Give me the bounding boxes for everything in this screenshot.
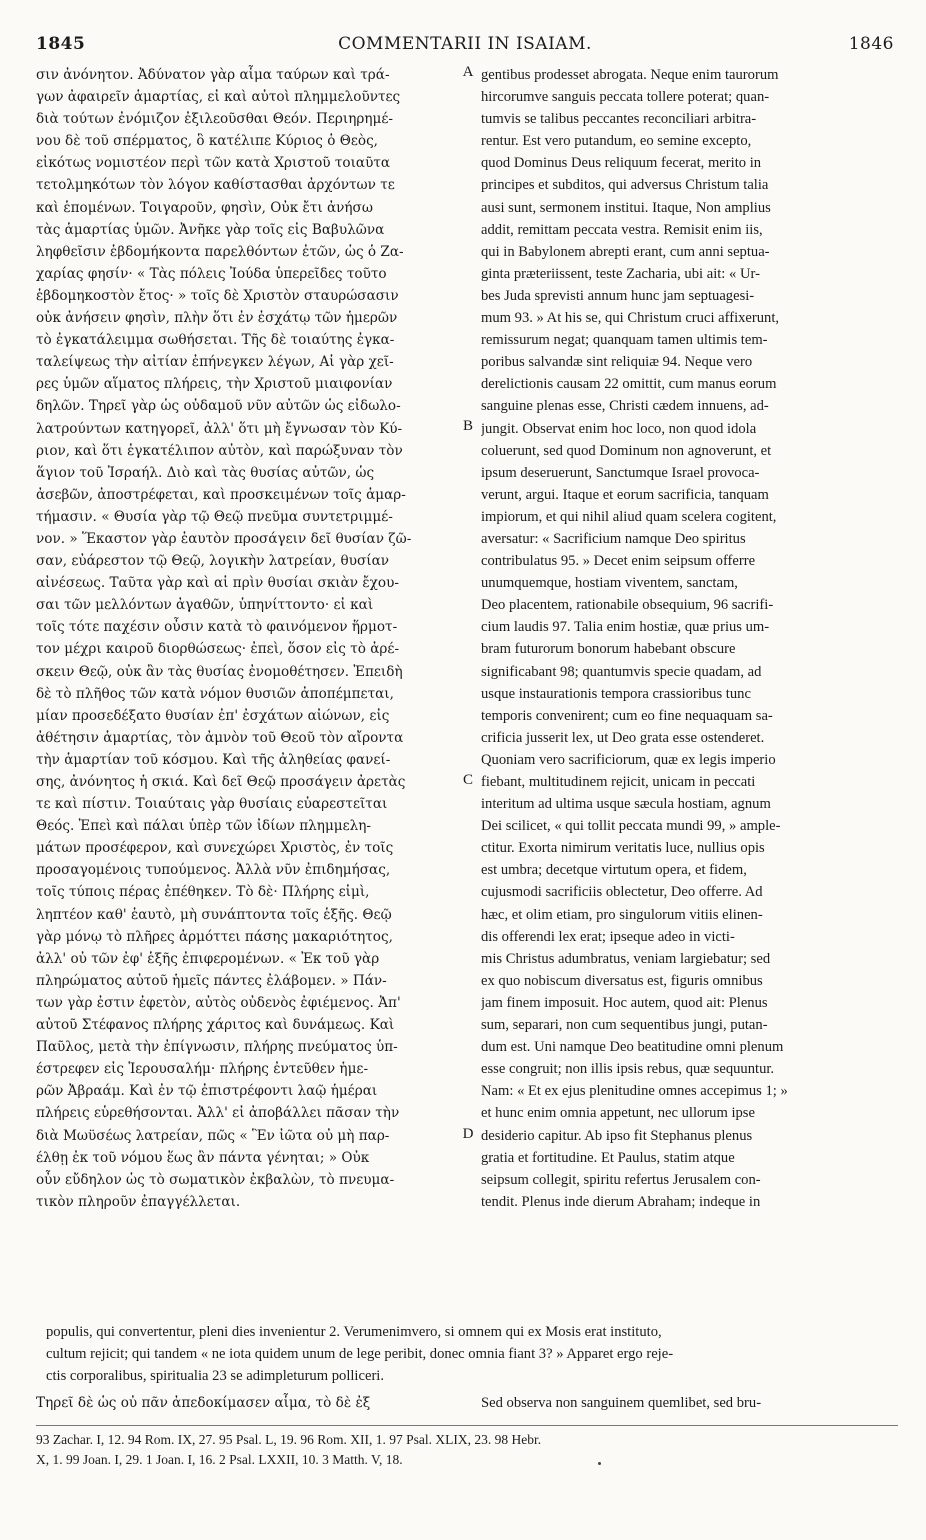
- text-line: qui in Babylonem abrepti erant, cum anni septua-: [481, 243, 770, 260]
- text-line: fiebant, multitudinem rejicit, unicam in peccati: [481, 774, 756, 790]
- greek-column: [36, 64, 456, 1213]
- text-line: significabant 98; quantumvis specie quadam, ad: [481, 663, 762, 680]
- text-line: ἑβδομηκοστὸν ἔτος· » τοῖς δὲ Χριστὸν σταυρώσασιν: [36, 287, 399, 304]
- text-line: σης, ἀνόνητος ἡ σκιά. Καὶ δεῖ Θεῷ προσάγειν ἀρετὰς: [36, 774, 406, 790]
- text-line: aversatur: « Sacrificium namque Deo spiritus: [481, 530, 746, 547]
- text-line: verunt, argui. Itaque et eorum sacrificia, tanquam: [481, 486, 769, 503]
- text-line: cujusmodi sacrificiis oblectetur, Deo offerre. Ad: [481, 884, 763, 901]
- text-line: desiderio capitur. Ab ipso fit Stephanus plenus: [481, 1127, 753, 1144]
- text-line: Deo placentem, rationabile obsequium, 96 sacrifi-: [481, 597, 774, 614]
- text-line: ρες ὑμῶν αἵματος πλήρεις, τὴν Χριστοῦ μιαιφονίαν: [36, 376, 393, 393]
- text-line: crificia jusserit lex, ut Deo grata esse ostenderet.: [481, 729, 765, 746]
- text-line: ginta præteriissent, teste Zacharia, ubi ait: « Ur-: [481, 265, 760, 282]
- text-line: μίαν προσεδέξατο θυσίαν ἐπ' ἐσχάτων αἰώνων, εἰς: [36, 707, 390, 724]
- page-number-left: 1845: [36, 34, 86, 54]
- text-line: ἀθέτησιν ἁμαρτίας, τὸν ἀμνὸν τοῦ Θεοῦ τὸν αἴροντα: [36, 729, 404, 746]
- text-line: ex quo nobiscum diversatus est, figuris omnibus: [481, 972, 763, 989]
- text-line: ταλείψεως τὴν αἰτίαν ἐπήνεγκεν λέγων, Αἱ γὰρ χεῖ-: [36, 354, 394, 371]
- text-line: seipsum collegit, spiritu refertus Jerusalem con-: [481, 1171, 761, 1188]
- section-marker-b: B: [462, 418, 473, 434]
- text-line: derelictionis causam 22 omittit, cum manus eorum: [481, 376, 777, 393]
- text-line: bram futurorum bonorum habebant obscure: [481, 641, 736, 658]
- text-line: impiorum, et qui nihil aliud quam scelera cogitent,: [481, 508, 777, 525]
- text-line: Quoniam vero sacrificiorum, quæ ex legis imperio: [481, 751, 776, 768]
- text-line: τὰς ἁμαρτίας ὑμῶν. Ἀνῆκε γὰρ τοῖς εἰς Βαβυλῶνα: [36, 221, 385, 238]
- text-line: dis offerendi lex erat; ipseque adeo in victi-: [481, 928, 735, 945]
- section-marker-a: A: [462, 64, 474, 80]
- text-line: mis Christus adumbratus, veniam largiebatur; sed: [481, 950, 771, 967]
- full-width-line: populis, qui convertentur, pleni dies invenientur 2. Verumenimvero, si omnem qui ex Mosis erat instituto,: [46, 1324, 662, 1340]
- text-line: πληρώματος αὐτοῦ ἡμεῖς πάντες ἐλάβομεν. » Πάν-: [36, 972, 387, 989]
- text-line: ρῶν Ἀβραάμ. Καὶ ἐν τῷ ἐπιστρέφοντι λαῷ ἡμέραι: [36, 1083, 378, 1100]
- text-line: interitum ad ultima usque sæcula hostiam, agnum: [481, 796, 771, 813]
- text-line: addit, remittam peccata vestra. Remisit enim iis,: [481, 221, 763, 238]
- text-line: σαι τῶν μελλόντων ἀγαθῶν, ὑπηνίττοντο· εἰ καὶ: [36, 597, 374, 614]
- text-line: esse congruit; non illis ipsis rebus, quæ sequuntur.: [481, 1061, 775, 1078]
- page-number-right: 1846: [848, 34, 894, 54]
- text-line: οὖν εὔδηλον ὡς τὸ σωματικὸν ἐκβαλὼν, τὸ πνευμα-: [36, 1171, 395, 1188]
- footnote-rule: [36, 1425, 898, 1426]
- text-line: γὰρ μόνῳ τὸ πλῆρες ἁρμόττει πάσης μακαριότητος,: [36, 928, 393, 945]
- running-title: COMMENTARII IN ISAIAM.: [338, 34, 592, 54]
- text-line: ἀσεβῶν, ἀποστρέφεται, καὶ προσκειμένων τοῖς ἁμαρ-: [36, 486, 406, 503]
- text-line: ληπτέον καθ' ἑαυτὸ, μὴ συνάπτοντα τοῖς ἑξῆς. Θεῷ: [36, 906, 392, 923]
- text-line: sum, separari, non cum sequentibus jungi, putan-: [481, 1017, 768, 1034]
- text-line: usque instaurationis tempora crassioribus tunc: [481, 685, 751, 702]
- text-line: νον. » Ἕκαστον γὰρ ἑαυτὸν προσάγειν δεῖ θυσίαν ζῶ-: [36, 530, 412, 547]
- text-line: ριον, καὶ ὅτι ἐγκατέλιπον αὐτὸν, καὶ παρώξυναν τὸν: [36, 442, 403, 459]
- text-line: tendit. Plenus inde dierum Abraham; indeque in: [481, 1193, 761, 1210]
- ink-speck: [598, 1462, 601, 1465]
- text-line: Sed observa non sanguinem quemlibet, sed bru-: [481, 1395, 762, 1411]
- text-line: τετολμηκότων τὸν λόγον καθίστασθαι ἀρχόντων τε: [36, 177, 395, 194]
- text-line: hircorumve sanguis peccata tollere poterat; quan-: [481, 89, 770, 106]
- latin-last-line: [481, 1392, 897, 1414]
- text-line: διὰ Μωϋσέως λατρείαν, πῶς « Ἓν ἰῶτα οὐ μὴ παρ-: [36, 1127, 390, 1144]
- text-line: Θεός. Ἐπεὶ καὶ πάλαι ὑπὲρ τῶν ἰδίων πλημμελη-: [36, 818, 372, 835]
- text-line: ctitur. Exorta nimirum veritatis luce, nullius opis: [481, 840, 765, 857]
- text-line: dum est. Uni namque Deo beatitudine omni plenum: [481, 1039, 784, 1056]
- text-line: mum 93. » At his se, qui Christum cruci affixerunt,: [481, 310, 780, 327]
- section-marker-d: D: [462, 1126, 474, 1142]
- text-line: τοῖς τύποις πέρας ἐπέθηκεν. Τὸ δὲ· Πλήρης εἰμὶ,: [36, 884, 370, 901]
- latin-column: [481, 64, 897, 1213]
- text-line: οὐκ ἀνήσειν φησὶν, πλὴν ὅτι ἐν ἐσχάτῳ τῶν ἡμερῶν: [36, 310, 398, 327]
- footnote-line: X, 1. 99 Joan. I, 29. 1 Joan. I, 16. 2 Psal. LXXII, 10. 3 Matth. V, 18.: [36, 1452, 403, 1467]
- text-line: σαν, εὐάρεστον τῷ Θεῷ, λογικὴν λατρείαν, θυσίαν: [36, 553, 390, 570]
- text-line: jungit. Observat enim hoc loco, non quod idola: [481, 420, 757, 437]
- page-header: [36, 34, 894, 58]
- text-line: λατρούντων κατηγορεῖ, ἀλλ' ὅτι μὴ ἔγνωσαν τὸν Κύ-: [36, 420, 403, 437]
- text-line: quod Dominus Deus reliquum fecerat, merito in: [481, 155, 762, 172]
- text-line: sanguine plenas esse, Christi cædem innuens, ad-: [481, 398, 769, 415]
- text-line: αἰνέσεως. Ταῦτα γὰρ καὶ αἱ πρὶν θυσίαι σκιὰν ἔχου-: [36, 575, 399, 592]
- text-line: poribus salvandæ sint reliquiæ 94. Neque vero: [481, 354, 753, 371]
- text-line: est umbra; decetque virtutum opera, et fidem,: [481, 862, 747, 879]
- text-line: ἀλλ' οὐ τῶν ἐφ' ἑξῆς ἐπιφερομένων. « Ἐκ τοῦ γὰρ: [36, 950, 380, 967]
- text-line: έλθῃ ἐκ τοῦ νόμου ἕως ἂν πάντα γένηται; » Οὐκ: [36, 1149, 370, 1166]
- text-line: τὸ ἐγκατάλειμμα σωθήσεται. Τῆς δὲ τοιαύτης ἐγκα-: [36, 332, 395, 349]
- text-line: coluerunt, sed quod Dominum non agnoverunt, et: [481, 442, 772, 459]
- text-line: σκειν Θεῷ, οὐκ ἂν τὰς θυσίας ἐνομοθέτησεν. Ἐπειδὴ: [36, 663, 403, 680]
- text-line: τικὸν πληροῦν ἐπαγγέλλεται.: [36, 1193, 241, 1210]
- text-line: hæc, et olim etiam, pro singulorum vitiis elinen-: [481, 906, 763, 923]
- text-line: Παῦλος, μετὰ τὴν ἐπίγνωσιν, πλήρης πνεύματος ὑπ-: [36, 1039, 398, 1056]
- text-line: ausi sunt, sermonem institui. Itaque, Non amplius: [481, 199, 771, 216]
- text-line: ἅγιον τοῦ Ἰσραήλ. Διὸ καὶ τὰς θυσίας αὐτῶν, ὡς: [36, 464, 375, 481]
- text-line: τε καὶ πίστιν. Τοιαύταις γὰρ θυσίαις εὐαρεστεῖται: [36, 796, 388, 813]
- section-marker-c: C: [462, 772, 473, 788]
- text-line: unumquemque, hostiam viventem, sanctam,: [481, 575, 738, 592]
- text-line: τὴν ἁμαρτίαν τοῦ κόσμου. Καὶ τῆς ἀληθείας φανεί-: [36, 751, 391, 768]
- text-line: δὲ τὸ πλῆθος τῶν κατὰ νόμον θυσιῶν ἀποπέμπεται,: [36, 685, 394, 702]
- text-line: τήμασιν. « Θυσία γὰρ τῷ Θεῷ πνεῦμα συντετριμμέ-: [36, 508, 393, 525]
- text-line: tumvis se talibus peccantes reconciliari arbitra-: [481, 111, 757, 128]
- text-line: δηλῶν. Τηρεῖ γὰρ ὡς οὐδαμοῦ νῦν αὐτῶν ὡς εἰδωλο-: [36, 398, 401, 415]
- text-line: principes et subditos, qui adversus Christum talia: [481, 177, 769, 194]
- text-line: ipsum deseruerunt, Sanctumque Israel provoca-: [481, 464, 760, 481]
- text-line: et hunc enim omnia appetunt, nec ullorum ipse: [481, 1105, 755, 1122]
- text-line: προσαγομένοις τυπούμενος. Ἀλλὰ νῦν ἐπιδημήσας,: [36, 862, 391, 879]
- text-line: νου δὲ τοῦ σπέρματος, ὃ κατέλιπε Κύριος ὁ Θεὸς,: [36, 133, 379, 150]
- text-line: gratia et fortitudine. Et Paulus, statim atque: [481, 1149, 735, 1166]
- text-line: αὐτοῦ Στέφανος πλήρης χάριτος καὶ δυνάμεως. Καὶ: [36, 1017, 395, 1034]
- greek-last-line: [36, 1392, 456, 1414]
- text-line: ληφθεῖσιν ἑβδομήκοντα παρελθόντων ἐτῶν, ὡς ὁ Ζα-: [36, 243, 404, 260]
- text-line: χαρίας φησίν· « Τὰς πόλεις Ἰούδα ὑπερεῖδες τοῦτο: [36, 265, 387, 282]
- text-line: remissurum negat; quanquam tamen ultimis tem-: [481, 332, 768, 349]
- text-line: εἰκότως νομιστέον περὶ τῶν κατὰ Χριστοῦ τοιαῦτα: [36, 155, 391, 172]
- text-line: καὶ ἑπομένων. Τοιγαροῦν, φησὶν, Οὐκ ἔτι ἀνήσω: [36, 199, 373, 216]
- text-line: των γὰρ ἐστιν ἐφετὸν, αὐτὸς οὐδενὸς ἐφιέμενος. Ἀπ': [36, 994, 401, 1011]
- text-line: temporis convenirent; cum eo fine nequaquam sa-: [481, 707, 773, 724]
- text-line: cium laudis 97. Talia enim hostiæ, quæ prius um-: [481, 619, 770, 636]
- text-line: πλήρεις εὑρεθήσονται. Ἀλλ' εἰ ἀποβάλλει πᾶσαν τὴν: [36, 1105, 400, 1122]
- footnote-line: 93 Zachar. I, 12. 94 Rom. IX, 27. 95 Psal. L, 19. 96 Rom. XII, 1. 97 Psal. XLIX, 23. 98 Hebr.: [36, 1432, 542, 1447]
- full-width-line: cultum rejicit; qui tandem « ne iota quidem unum de lege peribit, donec omnia fiant 3? » Apparet ergo reje-: [46, 1346, 674, 1362]
- text-line: διὰ τούτων ἐνόμιζον ἐξιλεοῦσθαι Θεόν. Περιηρημέ-: [36, 111, 393, 128]
- text-line: Dei scilicet, « qui tollit peccata mundi 99, » ample-: [481, 818, 781, 835]
- text-line: contribulatus 95. » Decet enim seipsum offerre: [481, 553, 756, 570]
- text-line: σιν ἀνόνητον. Ἀδύνατον γὰρ αἷμα ταύρων καὶ τρά-: [36, 67, 390, 83]
- text-line: bes Juda sprevisti annum hunc jam septuagesi-: [481, 287, 755, 304]
- text-line: έστρεφεν εἰς Ἱερουσαλήμ· πλήρης ἐντεῦθεν ἡμε-: [36, 1061, 369, 1078]
- full-width-line: ctis corporalibus, spiritualia 23 se adimpleturum polliceri.: [46, 1368, 385, 1384]
- text-line: τοῖς τότε παχέσιν οὖσιν κατὰ τὸ φαινόμενον ἥρμοτ-: [36, 619, 398, 636]
- text-line: jam finem imposuit. Hoc autem, quod ait: Plenus: [481, 994, 768, 1011]
- text-line: γων ἀφαιρεῖν ἁμαρτίας, εἰ καὶ αὐτοὶ πλημμελοῦντες: [36, 89, 401, 106]
- text-line: gentibus prodesset abrogata. Neque enim taurorum: [481, 67, 779, 83]
- text-line: τον μέχρι καιροῦ διορθώσεως· ἐπεὶ, ὅσον εἰς τὸ ἀρέ-: [36, 641, 400, 658]
- text-line: μάτων προσέφερον, καὶ συνεχώρει Χριστὸς, ἐν τοῖς: [36, 840, 394, 857]
- text-line: Τηρεῖ δὲ ὡς οὐ πᾶν ἀπεδοκίμασεν αἷμα, τὸ δὲ ἐξ: [36, 1395, 371, 1411]
- text-line: rentur. Est vero putandum, eo semine excepto,: [481, 133, 752, 150]
- text-line: Nam: « Et ex ejus plenitudine omnes accepimus 1; »: [481, 1083, 788, 1100]
